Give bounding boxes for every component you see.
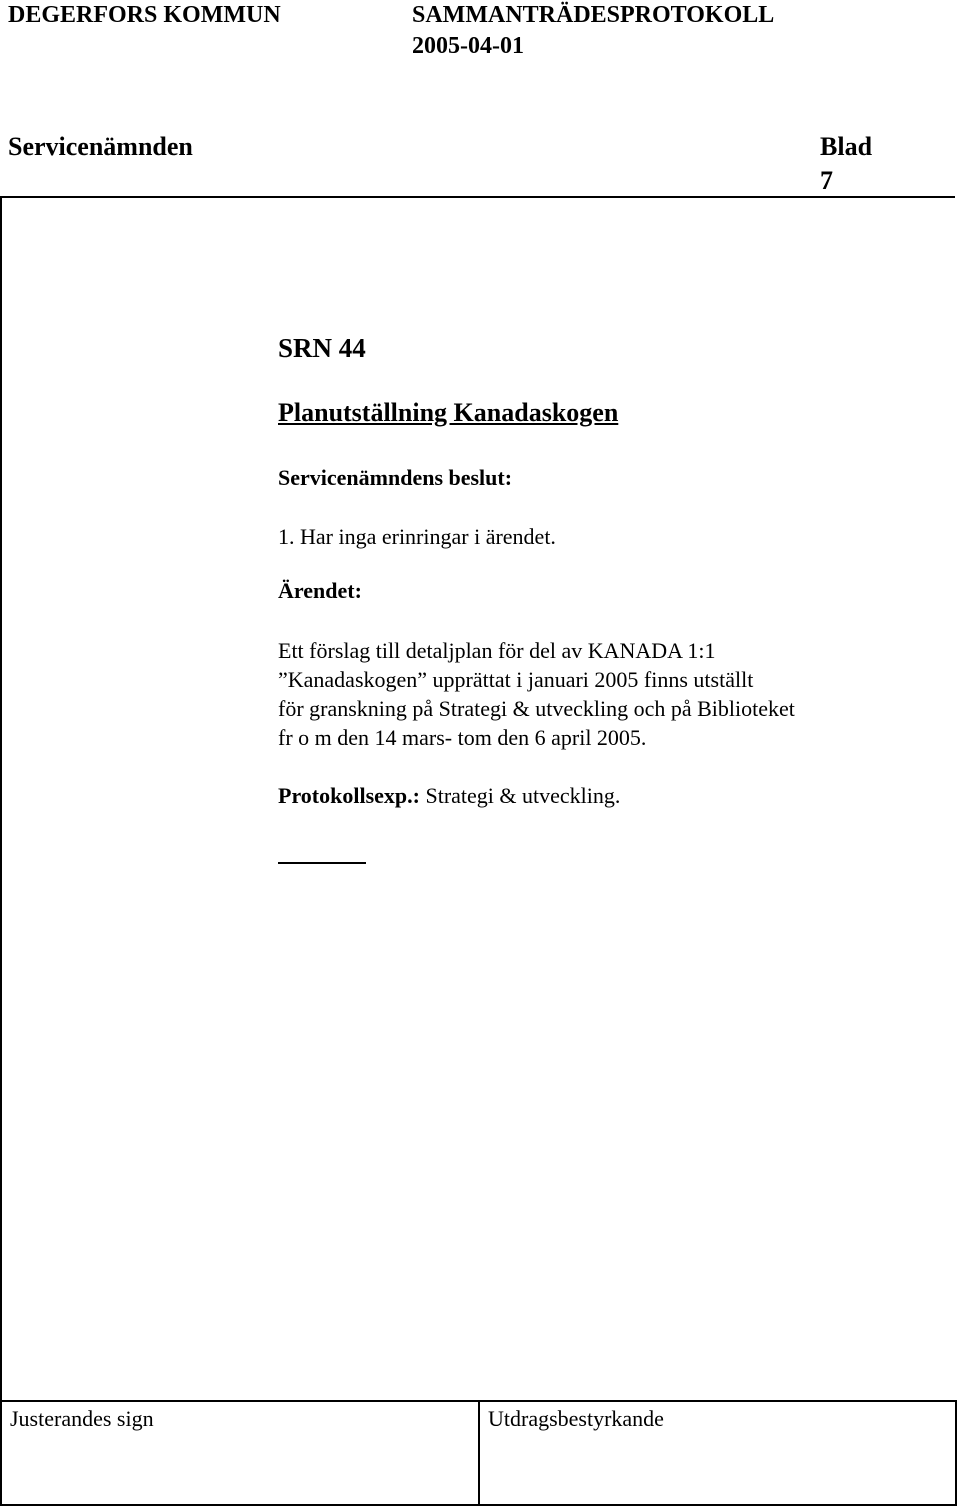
page-number: 7 xyxy=(820,166,833,195)
end-rule xyxy=(278,862,366,864)
document-type: SAMMANTRÄDESPROTOKOLL xyxy=(412,2,775,28)
signature-label: Justerandes sign xyxy=(10,1406,154,1431)
matter-line: för granskning på Strategi & utveckling och på Biblioteket xyxy=(278,696,795,721)
meeting-date: 2005-04-01 xyxy=(412,33,524,59)
protocol-distribution xyxy=(278,783,620,809)
certification-box xyxy=(478,1400,957,1506)
certification-label: Utdragsbestyrkande xyxy=(488,1406,664,1431)
section-title: Planutställning Kanadaskogen xyxy=(278,398,619,427)
matter-line: ”Kanadaskogen” upprättat i januari 2005 finns utställt xyxy=(278,667,754,692)
margin-rule xyxy=(0,196,2,1504)
protocol-value: Strategi & utveckling. xyxy=(419,783,621,808)
matter-line: Ett förslag till detaljplan för del av KANADA 1:1 xyxy=(278,638,716,663)
signature-box xyxy=(0,1400,480,1506)
protocol-label: Protokollsexp.: xyxy=(278,783,420,808)
section-number: SRN 44 xyxy=(278,333,366,363)
decision-heading: Servicenämndens beslut: xyxy=(278,465,513,490)
page-label: Blad xyxy=(820,132,873,161)
decision-item: 1. Har inga erinringar i ärendet. xyxy=(278,524,556,549)
committee-name: Servicenämnden xyxy=(8,132,193,161)
organization-name: DEGERFORS KOMMUN xyxy=(8,2,281,28)
header-rule xyxy=(0,196,955,198)
matter-line: fr o m den 14 mars- tom den 6 april 2005. xyxy=(278,725,647,750)
matter-heading: Ärendet: xyxy=(278,578,362,603)
